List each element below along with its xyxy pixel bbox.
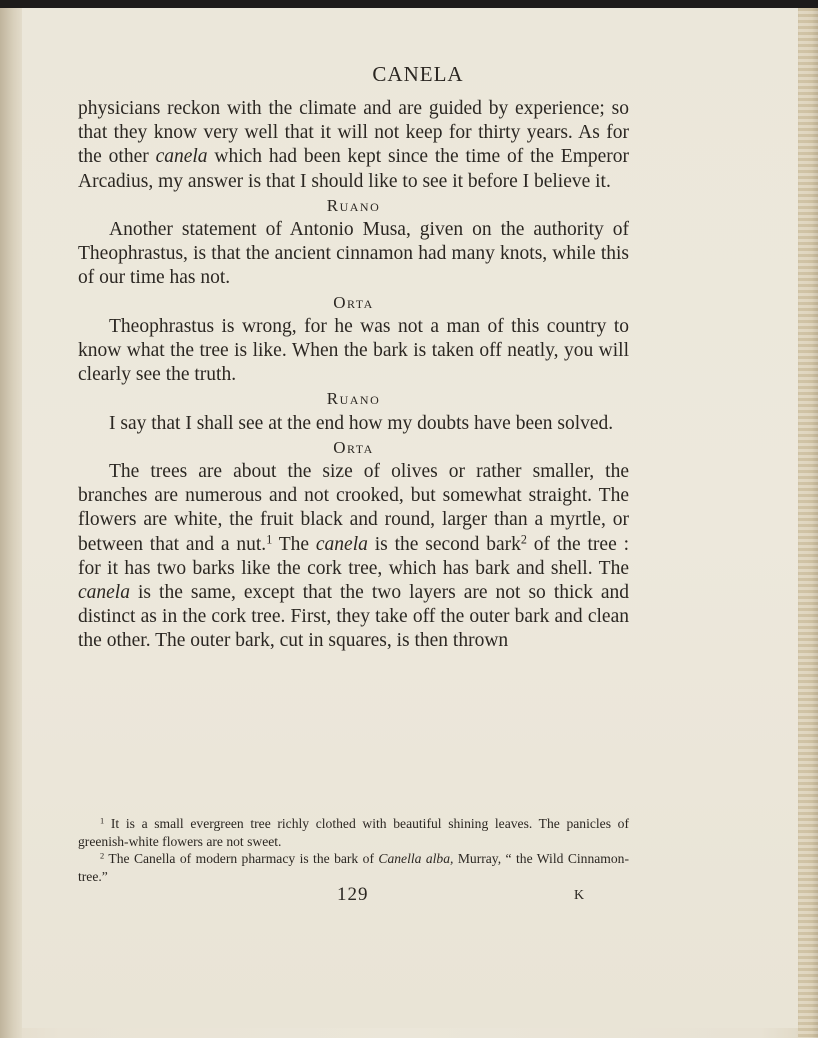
italic-run: canela <box>78 582 130 604</box>
text-run: of the tree : for it has two barks like the cork tree, which has bark and shell. The <box>78 533 629 579</box>
page-number: 129 <box>337 884 369 905</box>
speaker-heading: Ruano <box>326 195 381 215</box>
text-run: Murray, “ the Wild Cinnamon-tree.” <box>78 851 629 884</box>
text-run: The <box>272 533 316 555</box>
footnote-mark: 2 <box>100 850 105 861</box>
text-run: is the same, except that the two layers are not so thick and distinct as in the cork tree. First, they take off the outer bark and clean the other. The outer bark, cut in squares, is then thrown <box>78 582 629 652</box>
paragraph: Theophrastus is wrong, for he was not a man of this country to know what the tree is like. When the bark is taken off neatly, you will clearly see the truth. <box>78 315 629 386</box>
body-text <box>78 97 629 654</box>
italic-run: canela <box>155 146 208 168</box>
paragraph: Another statement of Antonio Musa, given on the authority of Theophrastus, is that the ancient cinnamon had many knots, while this of our time has not. <box>78 219 629 289</box>
paragraph <box>78 460 629 654</box>
speaker-heading: Ruano <box>326 389 381 409</box>
text-run: The trees are about the size of olives or rather smaller, the branches are numerous and not crooked, but somewhat straight. The flowers are white, the fruit black and round, larger than a myrtle, or between that and a nut. <box>78 461 629 555</box>
footnote <box>78 815 629 850</box>
text-run: which had been kept since the time of the Emperor Arcadius, my answer is that I should like to see it before I believe it. <box>78 146 630 192</box>
text-run: The Canella of modern pharmacy is the bark of <box>104 851 379 866</box>
footnotes <box>78 815 629 885</box>
text-run: physicians reckon with the climate and are guided by experience; so that they know very well that it will not keep for thirty years. As for the other <box>78 98 629 168</box>
page-edges <box>798 8 818 1038</box>
footnote <box>78 850 629 885</box>
footnote-ref: 2 <box>520 532 527 547</box>
text-run: is the second bark <box>367 533 521 555</box>
text-run: It is a small evergreen tree richly clothed with beautiful shining leaves. The panicles of greenish-white flowers are not sweet. <box>78 816 629 849</box>
paragraph: I say that I shall see at the end how my doubts have been solved. <box>109 412 614 434</box>
footnote-ref: 1 <box>266 532 273 547</box>
speaker-heading: Orta <box>333 292 374 312</box>
paragraph-continued <box>78 97 629 194</box>
italic-run: canela <box>315 533 368 555</box>
signature-mark: K <box>574 888 585 903</box>
footnote-mark: 1 <box>100 815 105 826</box>
italic-run: Canella alba, <box>378 851 454 866</box>
speaker-heading: Orta <box>333 437 374 457</box>
book-gutter <box>0 8 22 1038</box>
running-head: CANELA <box>372 62 464 86</box>
